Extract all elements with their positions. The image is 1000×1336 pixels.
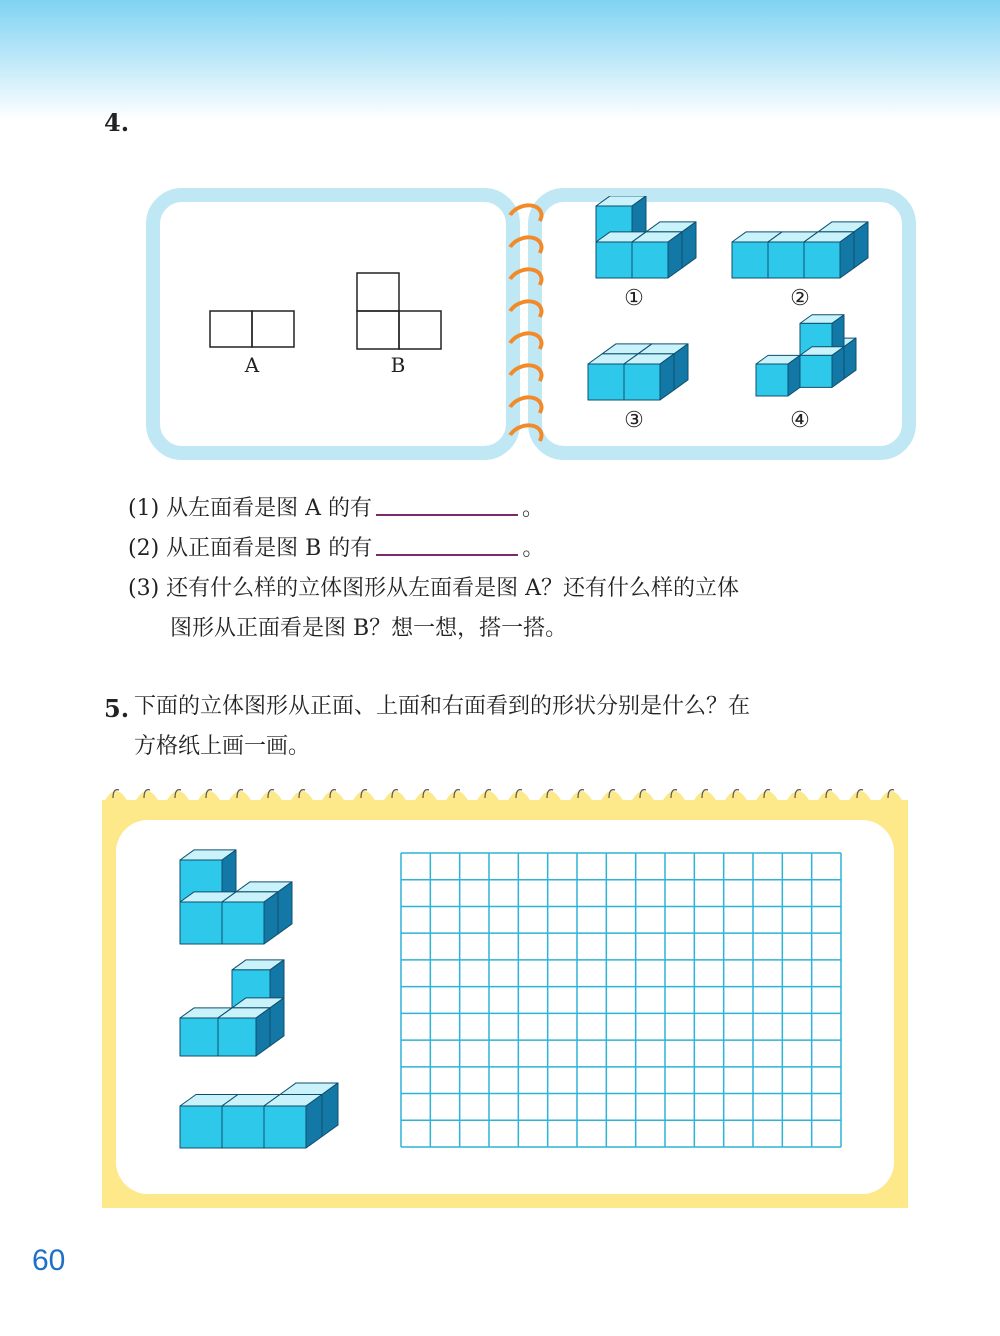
graph-paper-grid[interactable] — [400, 852, 842, 1148]
solid-2-figure — [732, 222, 868, 278]
question-4-item-3-line-2: 图形从正面看是图 B？想一想，搭一搭。 — [170, 616, 568, 641]
question-5-number: 5. — [104, 694, 130, 723]
view-a-label: A — [244, 353, 260, 377]
page-number: 60 — [32, 1244, 66, 1277]
view-b-shape — [357, 273, 441, 349]
view-a-shape — [210, 311, 294, 347]
answer-blank-2[interactable] — [376, 554, 518, 556]
question-5-line-1: 下面的立体图形从正面、上面和右面看到的形状分别是什么？在 — [134, 694, 751, 719]
item-2-end: 。 — [522, 536, 545, 561]
q5-solids — [170, 840, 370, 1160]
question-4-item-1 — [128, 494, 544, 524]
solid-4-label: ④ — [790, 408, 810, 433]
q5-solid-1-figure — [180, 850, 292, 944]
question-4-number: 4. — [104, 108, 130, 137]
item-2-text: (2) 从正面看是图 B 的有 — [128, 536, 373, 561]
question-5-line-2: 方格纸上画一画。 — [134, 734, 311, 759]
q5-solid-2-figure — [180, 960, 284, 1056]
answer-blank-1[interactable] — [376, 514, 518, 516]
question-4-item-3-line-1: (3) 还有什么样的立体图形从左面看是图 A？还有什么样的立体 — [128, 576, 740, 601]
question-4-item-2 — [128, 534, 544, 564]
solid-1-figure — [596, 196, 696, 278]
solid-1-label: ① — [624, 286, 644, 311]
view-figures — [200, 264, 460, 364]
item-1-end: 。 — [522, 496, 545, 521]
view-b-label: B — [390, 353, 406, 377]
solid-3-label: ③ — [624, 408, 644, 433]
q5-solid-3-figure — [180, 1083, 338, 1148]
item-1-text: (1) 从左面看是图 A 的有 — [128, 496, 373, 521]
solid-4-figure — [756, 315, 856, 396]
solid-3-figure — [588, 344, 688, 400]
header-band — [0, 0, 1000, 120]
solid-2-label: ② — [790, 286, 810, 311]
